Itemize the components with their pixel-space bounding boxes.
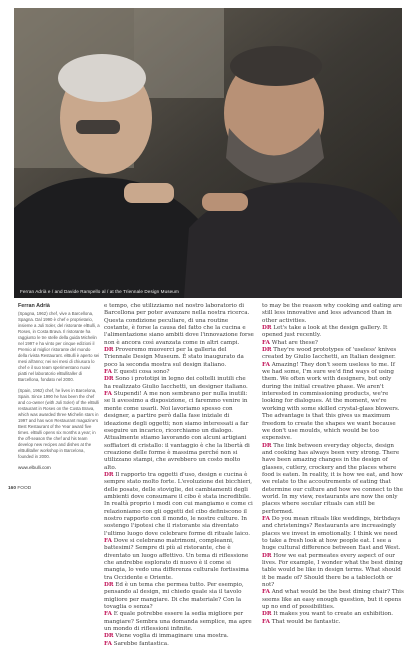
italian-paragraph xyxy=(104,347,254,369)
speaker-initials: FA xyxy=(262,515,270,522)
speaker-initials: FA xyxy=(262,339,270,346)
english-paragraph xyxy=(262,340,404,347)
italian-paragraph xyxy=(104,611,254,633)
paragraph-text: And what would be the best dining chair? This seems like an easy enough question, but it opens up no end of possibilities. xyxy=(262,589,404,611)
speaker-initials: FA xyxy=(262,589,270,596)
photo-illustration xyxy=(14,8,402,298)
paragraph-text: They're wood prototypes of 'useless' knives created by Giulio Iacchetti, an Italian designer. xyxy=(262,347,397,361)
english-paragraph xyxy=(262,362,404,443)
english-paragraph xyxy=(262,347,404,362)
english-paragraph xyxy=(262,303,404,325)
website-link[interactable]: www.elbulli.com xyxy=(18,465,51,470)
speaker-initials: FA xyxy=(104,611,112,618)
speaker-initials: FA xyxy=(104,391,112,398)
speaker-initials: DR xyxy=(104,376,114,383)
speaker-initials: FA xyxy=(104,369,112,376)
page-number: 160 xyxy=(8,486,17,491)
paragraph-text: Let's take a look at the design gallery. It opened just recently. xyxy=(262,325,388,339)
paragraph-text: How we eat permeates every aspect of our lives. For example, I wonder what the best dining table would be like in design terms. What should it be made of? Should there be a tablecloth or not? xyxy=(262,552,403,589)
paragraph-text: Ed è un tema che permea tutto. Per esempio, pensando al design, mi chiedo quale sia il tavolo migliore per mangiare. Di che materiale? Con la tovaglia o senza? xyxy=(104,582,244,611)
speaker-initials: FA xyxy=(262,618,270,625)
speaker-initials: DR xyxy=(262,552,272,559)
english-paragraph xyxy=(262,611,404,618)
speaker-initials: DR xyxy=(104,471,114,478)
paragraph-text: e tempo, che utilizziamo nel nostro laboratorio di Barcellona per poter avanzare nella nostra ricerca. Questa condizione peculiare, di una routine costante, è forse la causa del fatto che la cucina e l'alimentazione siano ambiti dove l'innovazione forse non è ancora così avanzata come in altri campi. xyxy=(104,303,254,346)
italian-column xyxy=(104,303,254,648)
speaker-initials: DR xyxy=(262,611,272,618)
speaker-initials: DR xyxy=(104,633,114,640)
speaker-initials: FA xyxy=(262,361,270,368)
english-paragraph xyxy=(262,516,404,553)
paragraph-text: That would be fantastic. xyxy=(271,618,341,625)
paragraph-text: Stupendi! A me non sembrano per nulla inutili: se li avessimo a disposizione, ci faremmo venire in mente come usarli. Noi lavoriamo spesso con designer, a partire però dalla fase iniziale di ideazione degli oggetti; non siamo interessati a far eseguire un incarico, ricorchiamo un dialogo. Attualmente stiamo lavorando con alcuni artigiani soffiatori di cristallo: il vantaggio è che la libertà di creazione delle forme è massima perché non si utilizzano stampi, che avrebbero un costo molto alto. xyxy=(104,391,250,471)
english-paragraph xyxy=(262,553,404,590)
paragraph-text: Do you mean rituals like weddings, birthdays and christenings? Restaurants are increasingly places we invest in emotionally. I think we need to take a fresh look at how people eat. I see a huge cultural difference between East and West. xyxy=(262,515,401,552)
interview-photo xyxy=(14,8,402,298)
italian-paragraph xyxy=(104,582,254,611)
speaker-initials: FA xyxy=(104,538,112,544)
speaker-initials: DR xyxy=(262,347,272,354)
italian-paragraph xyxy=(104,369,254,376)
paragraph-text: Amazing! They don't seem useless to me. If we had some, I'm sure we'd find ways of using them. We often work with designers, but only during the initial creative phase. We aren't interested in commissioning products, we're looking for dialogues. At the moment, we're working with some skilled crystal-glass blowers. The advantage is that this gives us maximum freedom to create the shapes we want because we don't use moulds, which would be too expensive. xyxy=(262,361,400,442)
bio-english: (Spain, 1962) chef, he lives in Barcelona, Spain. Since 1990 he has been the chef and co-owner (with Juli Soler) of the elBulli restaurant in Roses on the Costa Brava, which was awarded three Michelin stars in 1997 and has won Restaurant magazine's Best Restaurant of the Year award five times. elBulli opens six months a year; in the off-season the chef and his team develop new recipes and dishes at the elBullitaller workshop in Barcelona, founded in 2000. xyxy=(18,388,100,459)
italian-paragraph xyxy=(104,303,254,347)
italian-paragraph xyxy=(104,472,254,538)
photo-caption: Ferran Adrià e / and Davide Rampello al / at the Triennale Design Museum xyxy=(20,289,179,294)
paragraph-text: E quale potrebbe essere la sedia migliore per mangiare? Sembra una domanda semplice, ma apre un mondo di riflessioni infinite. xyxy=(104,611,252,633)
bio-sidebar xyxy=(18,303,100,470)
paragraph-text: Sarebbe fantastica. xyxy=(113,640,169,647)
italian-paragraph xyxy=(104,376,254,391)
paragraph-text: to may be the reason why cooking and eating are still less innovative and less advanced than in other activities. xyxy=(262,303,403,324)
bio-name: Ferran Adrià xyxy=(18,303,50,309)
speaker-initials: DR xyxy=(262,442,272,449)
speaker-initials: DR xyxy=(104,347,114,354)
page-footer xyxy=(8,486,31,491)
paragraph-text: E questi cosa sono? xyxy=(113,369,170,376)
english-column xyxy=(262,303,404,626)
english-paragraph xyxy=(262,443,404,516)
paragraph-text: Dove si celebrano matrimoni, compleanni, battesimi? Sempre di più al ristorante, che è diventato un luogo affettivo. Un tema di riflessione che andrebbe esplorato di nuovo è il come si mangia, lo vedo una differenza culturale fortissima tra Occidente e Oriente. xyxy=(104,538,249,581)
paragraph-text: Viene voglia di immaginare una mostra. xyxy=(115,633,229,640)
paragraph-text: Il rapporto tra oggetti d'uso, design e cucina è sempre stato molto forte. L'evoluzione dei bicchieri, delle posate, delle stoviglie, dei cambiamenti degli ambienti dove consumare il cibo è stata incredibile. In realtà proprio i modi con cui mangiamo e come ci relazioniamo con gli oggetti del cibo definiscono il nostro rapporto con il mondo, le nostre culture. In sostengo l'ipotesi che il ristorante sia diventato l'ultimo luogo dove celebrare forme di rituale laico. xyxy=(104,471,253,537)
paragraph-text: The link between everyday objects, design and cooking has always been very strong. There have been amazing changes in the design of glasses, cutlery, crockery and the places where food is eaten. In reality, it is how we eat, and how we relate to the accoutrements of eating that determine our culture and how we connect to the world. In my view, restaurants are now the only places where secular rituals can still be performed. xyxy=(262,442,403,515)
english-paragraph xyxy=(262,325,404,340)
speaker-initials: FA xyxy=(104,640,112,647)
italian-paragraph xyxy=(104,633,254,640)
italian-paragraph xyxy=(104,538,254,582)
speaker-initials: DR xyxy=(104,582,114,589)
italian-paragraph xyxy=(104,391,254,472)
bio-italian: (Spagna, 1962) chef, vive a Barcellona, Spagna. Dal 1990 è chef e proprietario, insieme a Juli Soler, del ristorante elBulli, a Roses, in Costa Brava. Il ristorante ha raggiunto le tre stelle della guida Michelin nel 1997 e ha vinto per cinque edizioni il Premio al miglior ristorante del mondo della rivista Restaurant. elBulli è aperto sei mesi all'anno; nei sei mesi di chiusura lo chef e il suo team sperimentano nuovi piatti nel laboratorio elBullitaller di Barcellona, fondato nel 2000. xyxy=(18,311,100,382)
paragraph-text: What are these? xyxy=(271,339,318,346)
paragraph-text: Sono i prototipi in legno dei coltelli inutili che ha realizzato Giulio Iacchetti, un designer italiano. xyxy=(104,376,248,390)
english-paragraph xyxy=(262,619,404,626)
paragraph-text: Proveremo muoverci per la galleria del Triennale Design Museum. È stato inaugurato da poco la seconda mostra sul design italiano. xyxy=(104,347,244,368)
english-paragraph xyxy=(262,589,404,611)
speaker-initials: DR xyxy=(262,325,272,332)
section-label: FOOD xyxy=(17,486,32,491)
italian-paragraph xyxy=(104,641,254,648)
paragraph-text: It makes you want to create an exhibition. xyxy=(273,611,394,618)
